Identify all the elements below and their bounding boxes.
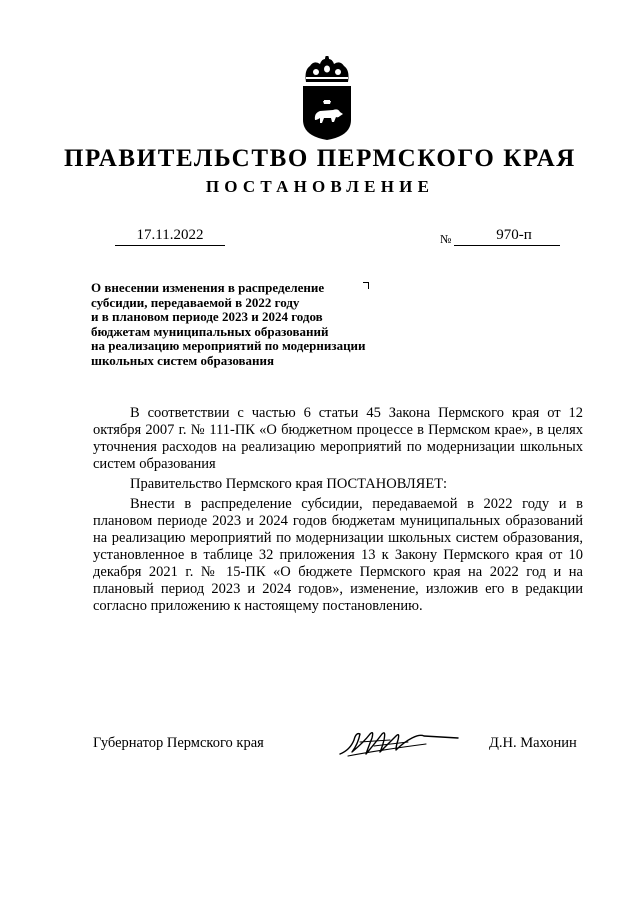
title-line: и в плановом периоде 2023 и 2024 годов xyxy=(91,309,323,324)
decree-number-field xyxy=(454,227,560,246)
operative-paragraph: Внести в распределение субсидии, передаваемой в 2022 году и в плановом периоде 2023 и 2024 годов бюджетам муниципальных образований на реализацию мероприятий по модернизации школьных систем образования, установленное в таблице 32 приложения 13 к Закону Пермского края от 10 декабря 2021 г. № 15-ПК «О бюджете Пермского края на 2022 год и на плановый период 2023 и 2024 годов», изменение, изложив его в редакции согласно приложению к настоящему постановлению. xyxy=(93,496,583,614)
government-name: ПРАВИТЕЛЬСТВО ПЕРМСКОГО КРАЯ xyxy=(64,145,576,172)
resolves-paragraph: Правительство Пермского края ПОСТАНОВЛЯЕТ: xyxy=(130,476,448,492)
signatory-name: Д.Н. Махонин xyxy=(489,735,577,751)
signatory-position: Губернатор Пермского края xyxy=(93,735,264,751)
document-type: ПОСТАНОВЛЕНИЕ xyxy=(205,177,435,196)
title-line: субсидии, передаваемой в 2022 году xyxy=(91,294,300,310)
coat-of-arms-icon xyxy=(300,56,354,140)
title-line: бюджетам муниципальных образований xyxy=(91,323,329,339)
decree-number: 970-п xyxy=(496,227,532,243)
number-sign: № xyxy=(440,232,452,246)
decree-body xyxy=(93,405,583,615)
decree-date: 17.11.2022 xyxy=(115,227,225,246)
preamble-paragraph: В соответствии с частью 6 статьи 45 Закона Пермского края от 12 октября 2007 г. № 111-ПК «О бюджетном процессе в Пермском крае», в целях уточнения расходов на реализацию мероприятий по модернизации школьных систем образования xyxy=(93,405,583,472)
crown-icon xyxy=(306,56,349,82)
title-corner-mark xyxy=(363,282,369,289)
handwritten-signature xyxy=(330,720,460,765)
title-line: О внесении изменения в распределение xyxy=(91,280,325,295)
title-line: на реализацию мероприятий по модернизации xyxy=(91,338,366,353)
title-line: школьных систем образования xyxy=(91,352,275,368)
decree-title xyxy=(91,281,431,368)
